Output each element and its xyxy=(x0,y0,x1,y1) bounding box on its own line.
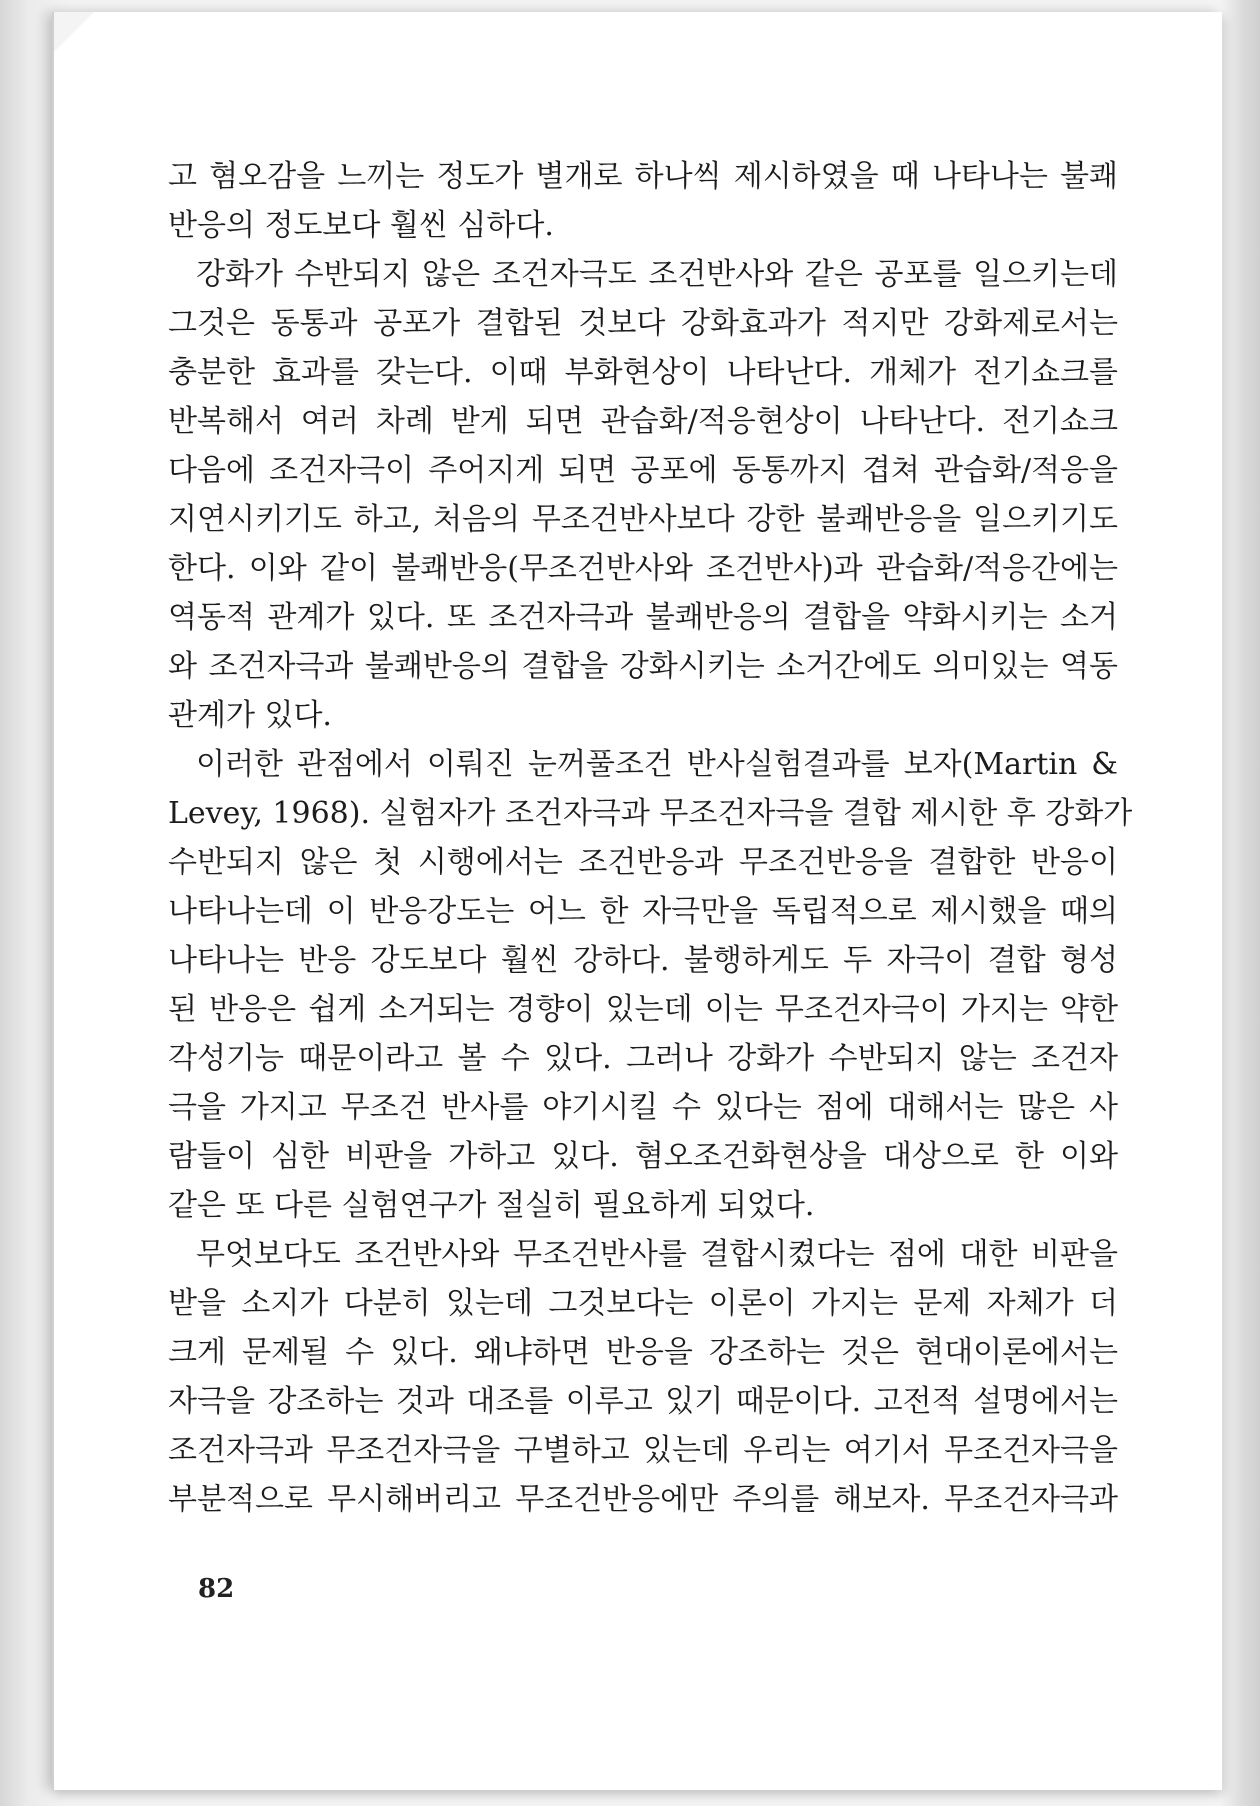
text-line: 한다. 이와 같이 불쾌반응(무조건반사와 조건반사)과 관습화/적응간에는 xyxy=(168,551,1118,586)
text-line: 그것은 동통과 공포가 결합된 것보다 강화효과가 적지만 강화제로서는 xyxy=(168,306,1118,341)
text-line: 와 조건자극과 불쾌반응의 결합을 강화시키는 소거간에도 의미있는 역동 xyxy=(168,649,1118,684)
text-line: 나타나는데 이 반응강도는 어느 한 자극만을 독립적으로 제시했을 때의 xyxy=(168,894,1118,929)
text-line: 수반되지 않은 첫 시행에서는 조건반응과 무조건반응을 결합한 반응이 xyxy=(168,845,1119,880)
text-line: 람들이 심한 비판을 가하고 있다. 혐오조건화현상을 대상으로 한 이와 xyxy=(168,1139,1118,1174)
corner-fold xyxy=(54,12,94,52)
text-line: 조건자극과 무조건자극을 구별하고 있는데 우리는 여기서 무조건자극을 xyxy=(168,1433,1118,1468)
text-line: 부분적으로 무시해버리고 무조건반응에만 주의를 해보자. 무조건자극과 xyxy=(168,1482,1118,1517)
text-line: 반복해서 여러 차례 받게 되면 관습화/적응현상이 나타난다. 전기쇼크 xyxy=(168,404,1118,439)
text-line: 지연시키기도 하고, 처음의 무조건반사보다 강한 불쾌반응을 일으키기도 xyxy=(168,502,1118,537)
text-line: Levey, 1968). 실험자가 조건자극과 무조건자극을 결합 제시한 후 강화가 xyxy=(168,796,1133,831)
text-line: 충분한 효과를 갖는다. 이때 부화현상이 나타난다. 개체가 전기쇼크를 xyxy=(168,355,1118,390)
text-line: 고 혐오감을 느끼는 정도가 별개로 하나씩 제시하였을 때 나타나는 불쾌 xyxy=(168,159,1118,194)
text-line: 크게 문제될 수 있다. 왜냐하면 반응을 강조하는 것은 현대이론에서는 xyxy=(168,1335,1118,1370)
text-line: 각성기능 때문이라고 볼 수 있다. 그러나 강화가 수반되지 않는 조건자 xyxy=(168,1041,1118,1076)
text-line: 극을 가지고 무조건 반사를 야기시킬 수 있다는 점에 대해서는 많은 사 xyxy=(168,1090,1118,1125)
text-line: 관계가 있다. xyxy=(168,698,332,733)
text-line: 된 반응은 쉽게 소거되는 경향이 있는데 이는 무조건자극이 가지는 약한 xyxy=(168,992,1118,1027)
body-text xyxy=(168,152,1133,1524)
text-line: 받을 소지가 다분히 있는데 그것보다는 이론이 가지는 문제 자체가 더 xyxy=(168,1286,1118,1321)
text-line: 이러한 관점에서 이뤄진 눈꺼풀조건 반사실험결과를 보자(Martin & xyxy=(196,747,1118,782)
text-line: 자극을 강조하는 것과 대조를 이루고 있기 때문이다. 고전적 설명에서는 xyxy=(168,1384,1118,1419)
page-number: 82 xyxy=(198,1574,235,1604)
text-line: 나타나는 반응 강도보다 훨씬 강하다. 불행하게도 두 자극이 결합 형성 xyxy=(168,943,1118,978)
text-line: 다음에 조건자극이 주어지게 되면 공포에 동통까지 겹쳐 관습화/적응을 xyxy=(168,453,1118,488)
text-line: 무엇보다도 조건반사와 무조건반사를 결합시켰다는 점에 대한 비판을 xyxy=(196,1237,1118,1272)
right-edge-shadow xyxy=(1220,0,1260,1806)
text-line: 같은 또 다른 실험연구가 절실히 필요하게 되었다. xyxy=(168,1188,815,1223)
text-line: 역동적 관계가 있다. 또 조건자극과 불쾌반응의 결합을 약화시키는 소거 xyxy=(168,600,1118,635)
text-line: 반응의 정도보다 훨씬 심하다. xyxy=(168,208,554,243)
text-line: 강화가 수반되지 않은 조건자극도 조건반사와 같은 공포를 일으키는데 xyxy=(196,257,1119,292)
